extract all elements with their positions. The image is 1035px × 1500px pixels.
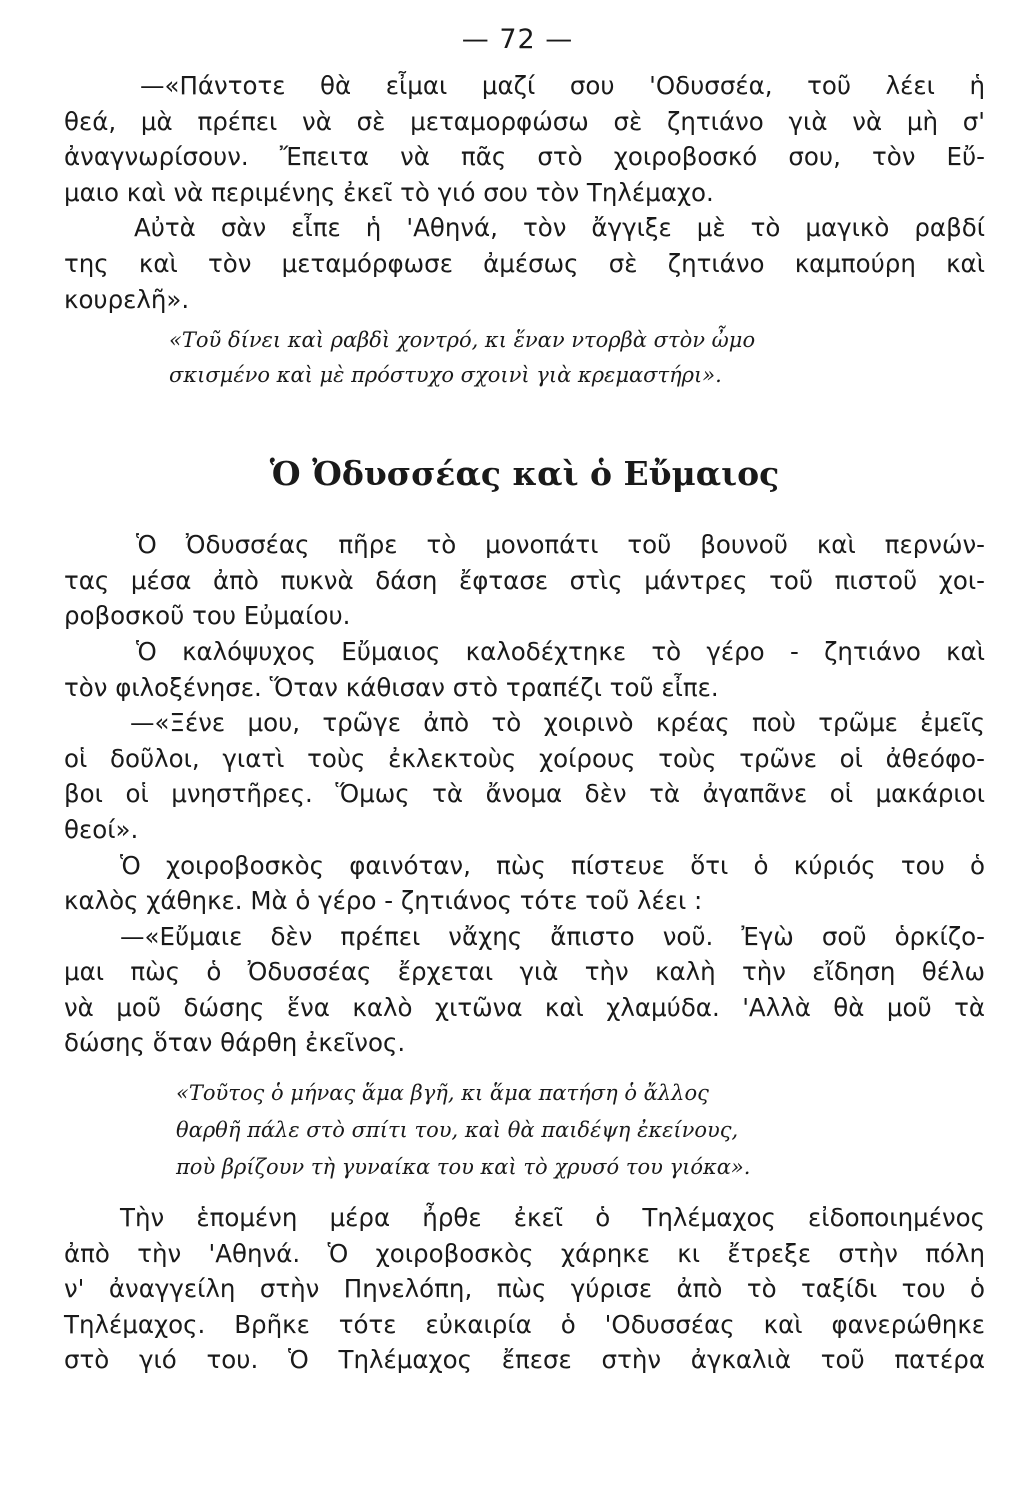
paragraph xyxy=(64,210,985,317)
paragraph xyxy=(64,634,985,705)
text-line: Τὴν ἑπομένη μέρα ἦρθε ἐκεῖ ὁ Τηλέμαχος εἰδοποιημένος xyxy=(120,1203,985,1233)
text-line: θεοί». xyxy=(64,814,139,844)
text-line: —«Ξένε μου, τρῶγε ἀπὸ τὸ χοιρινὸ κρέας ποὺ τρῶμε ἐμεῖς xyxy=(130,708,985,738)
verse-quote xyxy=(64,1075,985,1186)
paragraph xyxy=(64,527,985,634)
verse-line: «Τοῦτος ὁ μήνας ἅμα βγῆ, κι ἅμα πατήση ὁ ἄλλος xyxy=(176,1081,709,1106)
text-line: Αὐτὰ σὰν εἶπε ἡ 'Αθηνά, τὸν ἄγγιξε μὲ τὸ μαγικὸ ραβδί xyxy=(134,213,985,243)
text-line: νὰ μοῦ δώσης ἕνα καλὸ χιτῶνα καὶ χλαμύδα. 'Αλλὰ θὰ μοῦ τὰ xyxy=(64,992,985,1022)
text-line: ν' ἀναγγείλη στὴν Πηνελόπη, πὼς γύρισε ἀπὸ τὸ ταξίδι του ὁ xyxy=(64,1274,985,1304)
verse-line: σκισμένο καὶ μὲ πρόστυχο σχοινὶ γιὰ κρεμαστήρι». xyxy=(169,363,722,388)
text-line: Ὁ καλόψυχος Εὔμαιος καλοδέχτηκε τὸ γέρο - ζητιάνο καὶ xyxy=(136,636,985,666)
text-line: στὸ γιό του. Ὁ Τηλέμαχος ἔπεσε στὴν ἀγκαλιὰ τοῦ πατέρα xyxy=(64,1345,985,1375)
text-line: κουρελῆ». xyxy=(64,284,190,314)
text-line: μαι πὼς ὁ Ὀδυσσέας ἔρχεται γιὰ τὴν καλὴ τὴν εἴδηση θέλω xyxy=(64,957,985,987)
paragraph xyxy=(64,1200,985,1378)
text-line: ἀπὸ τὴν 'Αθηνά. Ὁ χοιροβοσκὸς χάρηκε κι ἔτρεξε στὴν πόλη xyxy=(64,1238,985,1268)
text-line: Ὁ Ὀδυσσέας πῆρε τὸ μονοπάτι τοῦ βουνοῦ καὶ περνών- xyxy=(136,530,985,560)
text-line: —«Εὔμαιε δὲν πρέπει νἄχης ἄπιστο νοῦ. Ἐγὼ σοῦ ὁρκίζο- xyxy=(120,921,985,951)
text-line: ἀναγνωρίσουν. Ἔπειτα νὰ πᾶς στὸ χοιροβοσκό σου, τὸν Εὔ- xyxy=(64,142,985,172)
text-line: Ὁ χοιροβοσκὸς φαινόταν, πὼς πίστευε ὅτι ὁ κύριός του ὁ xyxy=(120,850,985,880)
text-line: τας μέσα ἀπὸ πυκνὰ δάση ἔφτασε στὶς μάντρες τοῦ πιστοῦ χοι- xyxy=(64,565,985,595)
verse-quote xyxy=(64,323,985,393)
text-line: μαιο καὶ νὰ περιμένης ἐκεῖ τὸ γιό σου τὸν Τηλέμαχο. xyxy=(64,177,714,207)
text-line: δώσης ὅταν θάρθη ἐκεῖνος. xyxy=(64,1028,406,1058)
verse-line: θαρθῆ πάλε στὸ σπίτι του, καὶ θὰ παιδέψη ἐκείνους, xyxy=(176,1118,739,1143)
text-line: θεά, μὰ πρέπει νὰ σὲ μεταμορφώσω σὲ ζητιάνο γιὰ νὰ μὴ σ' xyxy=(64,106,985,136)
paragraph xyxy=(64,848,985,919)
text-line: —«Πάντοτε θὰ εἶμαι μαζί σου 'Οδυσσέα, τοῦ λέει ἡ xyxy=(140,71,985,100)
text-line: βοι οἱ μνηστῆρες. Ὅμως τὰ ἄνομα δὲν τὰ ἀγαπᾶνε οἱ μακάριοι xyxy=(64,779,985,809)
text-line: της καὶ τὸν μεταμόρφωσε ἀμέσως σὲ ζητιάνο καμπούρη καὶ xyxy=(64,248,985,278)
text-line: οἱ δοῦλοι, γιατὶ τοὺς ἐκλεκτοὺς χοίρους τοὺς τρῶνε οἱ ἀθεόφο- xyxy=(64,743,985,773)
page-number: — 72 — xyxy=(461,24,574,55)
text-line: ροβοσκοῦ του Εὐμαίου. xyxy=(64,601,351,631)
paragraph xyxy=(64,919,985,1061)
text-line: τὸν φιλοξένησε. Ὅταν κάθισαν στὸ τραπέζι τοῦ εἶπε. xyxy=(64,672,719,702)
paragraph xyxy=(64,68,985,210)
verse-line: ποὺ βρίζουν τὴ γυναίκα του καὶ τὸ χρυσό του γιόκα». xyxy=(176,1155,751,1180)
paragraph xyxy=(64,705,985,847)
text-line: Τηλέμαχος. Βρῆκε τότε εὐκαιρία ὁ 'Οδυσσέας καὶ φανερώθηκε xyxy=(64,1309,985,1339)
text-line: καλὸς χάθηκε. Μὰ ὁ γέρο - ζητιάνος τότε τοῦ λέει : xyxy=(64,886,703,916)
section-heading: Ὁ Ὀδυσσέας καὶ ὁ Εὔμαιος xyxy=(269,454,780,494)
verse-line: «Τοῦ δίνει καὶ ραβδὶ χοντρό, κι ἕναν ντορβὰ στὸν ὦμο xyxy=(169,328,756,353)
